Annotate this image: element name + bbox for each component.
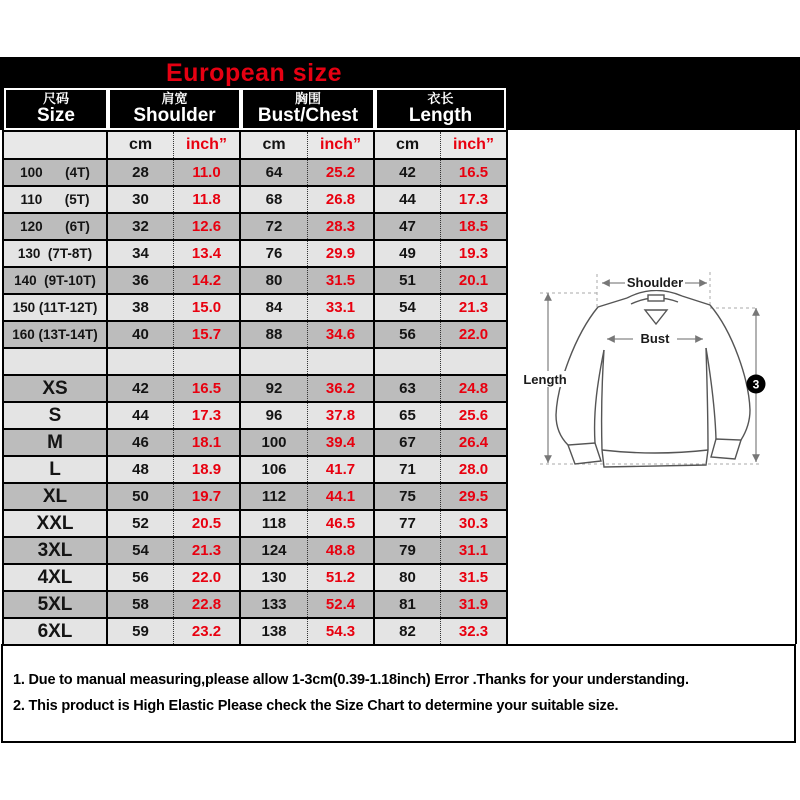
shoulder-cm-cell: 52 — [108, 511, 174, 536]
length-inch-cell: 31.5 — [458, 569, 489, 586]
shoulder-inch-cell: 21.3 — [174, 538, 241, 563]
bust-cm-cell: 100 — [241, 430, 308, 455]
column-header-shoulder — [108, 88, 241, 130]
table-row — [4, 212, 506, 239]
bust-cm-cell: 92 — [241, 376, 308, 401]
length-cm-cell: 82 — [375, 619, 441, 644]
shoulder-inch-cell: 14.2 — [174, 268, 241, 293]
shoulder-inch-cell: 12.6 — [174, 214, 241, 239]
length-inch-cell: 21.3 — [458, 299, 489, 316]
shoulder-inch-cell: 19.7 — [174, 484, 241, 509]
length-cm-cell: 81 — [375, 592, 441, 617]
shoulder-cm-cell: 42 — [108, 376, 174, 401]
size-cell: 130 (7T-8T) — [4, 241, 108, 266]
table-row — [4, 158, 506, 185]
length-cm-cell: 67 — [375, 430, 441, 455]
bust-inch-cell: 31.5 — [308, 268, 375, 293]
circle-3-badge-text: 3 — [752, 377, 760, 392]
column-header-size-en: Size — [36, 104, 76, 126]
table-row — [4, 482, 506, 509]
bust-inch-cell: 37.8 — [308, 403, 375, 428]
length-inch-cell: 18.5 — [458, 218, 489, 235]
shoulder-cm-cell: 40 — [108, 322, 174, 347]
bust-cm-cell: 130 — [241, 565, 308, 590]
table-row — [4, 374, 506, 401]
bust-inch-cell: 52.4 — [308, 592, 375, 617]
size-cell: 140 (9T-10T) — [4, 268, 108, 293]
table-row — [4, 293, 506, 320]
shoulder-inch-cell: 13.4 — [174, 241, 241, 266]
column-header-bust — [241, 88, 375, 130]
table-row — [4, 455, 506, 482]
size-cell: XS — [4, 376, 108, 401]
note-line-2: 2. This product is High Elastic Please check the Size Chart to determine your suitable size. — [13, 698, 619, 714]
shoulder-inch-cell: 18.9 — [174, 457, 241, 482]
size-cell: 5XL — [4, 592, 108, 617]
shoulder-cm-unit: cm — [108, 132, 174, 158]
sweatshirt-diagram-svg — [515, 250, 770, 475]
column-header-length-zh: 衣长 — [427, 91, 454, 107]
shoulder-inch-cell: 18.1 — [174, 430, 241, 455]
bust-cm-cell: 76 — [241, 241, 308, 266]
size-cell: 4XL — [4, 565, 108, 590]
shoulder-cm-cell: 56 — [108, 565, 174, 590]
length-cm-cell — [375, 349, 441, 374]
bust-cm-cell: 124 — [241, 538, 308, 563]
length-inch-cell: 29.5 — [458, 488, 489, 505]
bust-label: Bust — [640, 331, 670, 346]
shoulder-inch-cell — [174, 349, 241, 374]
length-cm-cell: 56 — [375, 322, 441, 347]
shoulder-inch-cell: 22.8 — [174, 592, 241, 617]
bust-cm-cell: 84 — [241, 295, 308, 320]
bust-cm-cell: 96 — [241, 403, 308, 428]
shoulder-cm-cell: 50 — [108, 484, 174, 509]
unit-blank-cell — [4, 132, 108, 158]
shoulder-cm-cell: 30 — [108, 187, 174, 212]
bust-cm-cell: 80 — [241, 268, 308, 293]
bust-cm-cell: 68 — [241, 187, 308, 212]
bust-inch-cell: 26.8 — [308, 187, 375, 212]
bust-inch-cell — [308, 349, 375, 374]
shoulder-inch-cell: 15.7 — [174, 322, 241, 347]
length-inch-cell: 20.1 — [458, 272, 489, 289]
table-row — [4, 401, 506, 428]
table-row — [4, 536, 506, 563]
length-inch-cell: 31.9 — [458, 596, 489, 613]
bust-cm-cell: 138 — [241, 619, 308, 644]
size-cell: S — [4, 403, 108, 428]
length-inch-cell: 32.3 — [458, 623, 489, 640]
length-cm-cell: 44 — [375, 187, 441, 212]
garment-measurement-diagram — [515, 250, 770, 475]
bust-inch-cell: 46.5 — [308, 511, 375, 536]
size-cell: 110 (5T) — [4, 187, 108, 212]
size-cell: M — [4, 430, 108, 455]
table-row — [4, 428, 506, 455]
size-cell: 150 (11T-12T) — [4, 295, 108, 320]
length-cm-cell: 80 — [375, 565, 441, 590]
bust-cm-unit: cm — [241, 132, 308, 158]
bust-cm-cell: 72 — [241, 214, 308, 239]
column-header-shoulder-en: Shoulder — [133, 104, 216, 126]
bust-inch-cell: 36.2 — [308, 376, 375, 401]
length-cm-cell: 42 — [375, 160, 441, 185]
spacer-row — [4, 347, 506, 374]
column-header-length-en: Length — [408, 104, 473, 126]
shoulder-inch-cell: 16.5 — [174, 376, 241, 401]
length-cm-cell: 49 — [375, 241, 441, 266]
bust-inch-cell: 51.2 — [308, 565, 375, 590]
length-label: Length — [523, 372, 567, 387]
bust-inch-cell: 41.7 — [308, 457, 375, 482]
shoulder-inch-cell: 17.3 — [174, 403, 241, 428]
length-cm-cell: 65 — [375, 403, 441, 428]
length-inch-cell: 28.0 — [458, 461, 489, 478]
shoulder-inch-cell: 15.0 — [174, 295, 241, 320]
length-cm-cell: 77 — [375, 511, 441, 536]
size-cell: 3XL — [4, 538, 108, 563]
length-inch-cell: 24.8 — [458, 380, 489, 397]
length-inch-cell: 26.4 — [458, 434, 489, 451]
length-inch-cell: 30.3 — [458, 515, 489, 532]
length-cm-cell: 63 — [375, 376, 441, 401]
table-body — [4, 158, 506, 644]
size-cell: 6XL — [4, 619, 108, 644]
sweatshirt-outline — [556, 290, 750, 467]
bust-inch-cell: 28.3 — [308, 214, 375, 239]
shoulder-inch-cell: 22.0 — [174, 565, 241, 590]
shoulder-cm-cell — [108, 349, 174, 374]
bust-inch-cell: 48.8 — [308, 538, 375, 563]
shoulder-inch-cell: 23.2 — [174, 619, 241, 644]
column-header-shoulder-zh: 肩宽 — [161, 91, 188, 107]
bust-cm-cell: 64 — [241, 160, 308, 185]
length-inch-cell: 17.3 — [458, 191, 489, 208]
length-cm-cell: 71 — [375, 457, 441, 482]
bust-inch-cell: 39.4 — [308, 430, 375, 455]
table-row — [4, 266, 506, 293]
size-cell: 120 (6T) — [4, 214, 108, 239]
length-inch-unit: inch” — [453, 136, 494, 153]
page-title: European size — [166, 59, 342, 87]
length-cm-cell: 75 — [375, 484, 441, 509]
shoulder-inch-unit: inch” — [174, 132, 241, 158]
bust-inch-cell: 54.3 — [308, 619, 375, 644]
length-cm-cell: 54 — [375, 295, 441, 320]
shoulder-cm-cell: 28 — [108, 160, 174, 185]
length-cm-cell: 47 — [375, 214, 441, 239]
column-header-length — [375, 88, 506, 130]
size-cell: L — [4, 457, 108, 482]
length-inch-cell: 19.3 — [458, 245, 489, 262]
shoulder-inch-cell: 11.8 — [174, 187, 241, 212]
shoulder-cm-cell: 46 — [108, 430, 174, 455]
shoulder-label: Shoulder — [626, 275, 684, 290]
bust-cm-cell: 106 — [241, 457, 308, 482]
shoulder-cm-cell: 59 — [108, 619, 174, 644]
bust-inch-cell: 25.2 — [308, 160, 375, 185]
shoulder-cm-cell: 36 — [108, 268, 174, 293]
table-row — [4, 563, 506, 590]
note-line-1: 1. Due to manual measuring,please allow 1-3cm(0.39-1.18inch) Error .Thanks for your understanding. — [13, 672, 689, 688]
bust-cm-cell: 118 — [241, 511, 308, 536]
shoulder-inch-cell: 11.0 — [174, 160, 241, 185]
shoulder-cm-cell: 32 — [108, 214, 174, 239]
size-cell: 100 (4T) — [4, 160, 108, 185]
column-header-size — [4, 88, 108, 130]
size-cell: XL — [4, 484, 108, 509]
right-border-line — [795, 130, 797, 644]
table-row — [4, 617, 506, 644]
bust-cm-cell — [241, 349, 308, 374]
column-header-size-zh: 尺码 — [42, 91, 69, 107]
length-inch-cell: 31.1 — [458, 542, 489, 559]
column-header-bust-zh: 胸围 — [294, 91, 321, 107]
shoulder-cm-cell: 44 — [108, 403, 174, 428]
length-cm-cell: 79 — [375, 538, 441, 563]
bust-inch-cell: 34.6 — [308, 322, 375, 347]
table-row — [4, 185, 506, 212]
length-inch-cell — [441, 349, 506, 374]
table-header-row — [4, 88, 506, 130]
length-cm-cell: 51 — [375, 268, 441, 293]
size-table — [2, 88, 508, 644]
length-inch-cell: 25.6 — [458, 407, 489, 424]
footer-notes — [1, 644, 796, 743]
bust-cm-cell: 133 — [241, 592, 308, 617]
size-cell — [4, 349, 108, 374]
bust-cm-cell: 88 — [241, 322, 308, 347]
bust-inch-cell: 29.9 — [308, 241, 375, 266]
shoulder-cm-cell: 48 — [108, 457, 174, 482]
shoulder-cm-cell: 54 — [108, 538, 174, 563]
table-row — [4, 590, 506, 617]
shoulder-inch-cell: 20.5 — [174, 511, 241, 536]
bust-cm-cell: 112 — [241, 484, 308, 509]
table-row — [4, 239, 506, 266]
length-inch-cell: 22.0 — [458, 326, 489, 343]
shoulder-cm-cell: 38 — [108, 295, 174, 320]
bust-inch-unit: inch” — [308, 132, 375, 158]
bust-inch-cell: 44.1 — [308, 484, 375, 509]
column-header-bust-en: Bust/Chest — [257, 104, 359, 126]
table-row — [4, 320, 506, 347]
shoulder-cm-cell: 58 — [108, 592, 174, 617]
length-cm-unit: cm — [375, 132, 441, 158]
bust-inch-cell: 33.1 — [308, 295, 375, 320]
unit-header-row — [4, 130, 506, 158]
table-row — [4, 509, 506, 536]
size-cell: 160 (13T-14T) — [4, 322, 108, 347]
size-cell: XXL — [4, 511, 108, 536]
shoulder-cm-cell: 34 — [108, 241, 174, 266]
length-inch-cell: 16.5 — [458, 164, 489, 181]
